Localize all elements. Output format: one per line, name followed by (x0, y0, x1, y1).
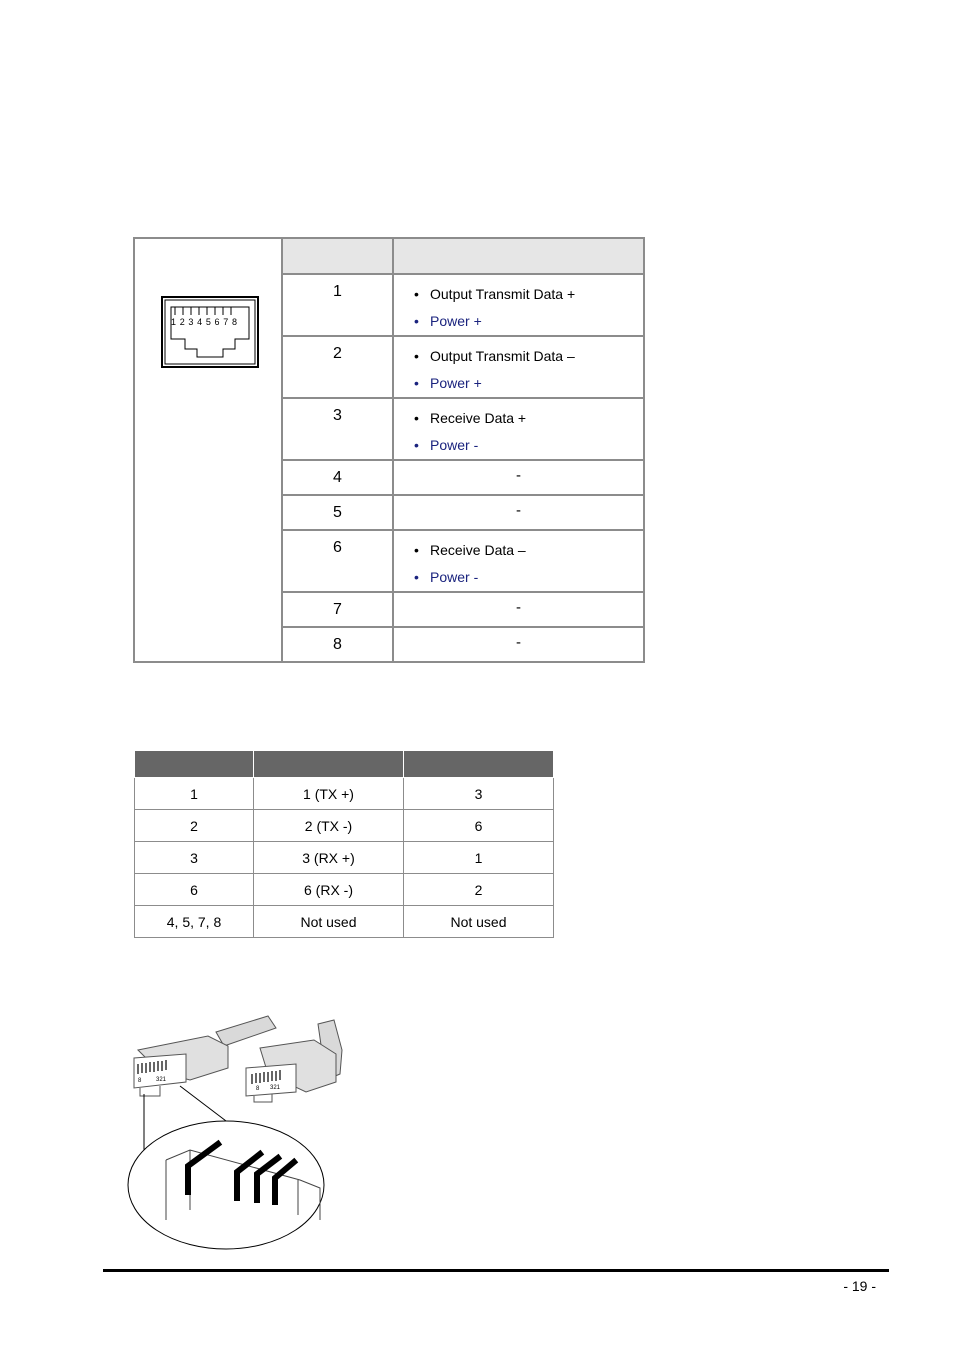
pin-assignment-empty: - (393, 460, 644, 495)
page-number: - 19 - (843, 1278, 876, 1294)
crossover-header (135, 751, 554, 778)
table-row (135, 874, 554, 906)
pin-number: 2 (282, 336, 393, 398)
crossover-header-cell (135, 751, 254, 778)
pin-assignment (393, 398, 644, 460)
left-cable (216, 1016, 276, 1046)
footer-rule (103, 1269, 889, 1272)
table-cell: 3 (404, 778, 554, 810)
signal-item: • Output Transmit Data – (430, 343, 643, 370)
table-cell: 3 (RX +) (254, 842, 404, 874)
table-cell: 1 (TX +) (254, 778, 404, 810)
crossover-header-cell (404, 751, 554, 778)
pin-assignment (393, 274, 644, 336)
magnified-detail (128, 1121, 324, 1249)
table-row (135, 906, 554, 938)
pin-number: 7 (282, 592, 393, 627)
pin-number: 6 (282, 530, 393, 592)
table-cell: 2 (TX -) (254, 810, 404, 842)
rj45-jack-cell (134, 238, 282, 662)
assignment-column-header (393, 238, 644, 274)
table-cell: Not used (404, 906, 554, 938)
crossover-table (134, 750, 554, 938)
table-row (135, 778, 554, 810)
pin-assignment-table (133, 237, 645, 663)
power-item: • Power - (430, 432, 643, 459)
pin-assignment-empty: - (393, 627, 644, 662)
pin-assignment-empty: - (393, 495, 644, 530)
signal-item: • Receive Data + (430, 405, 643, 432)
pin-number: 8 (282, 627, 393, 662)
pin-number: 4 (282, 460, 393, 495)
signal-item: • Receive Data – (430, 537, 643, 564)
signal-item: • Output Transmit Data + (430, 281, 643, 308)
pin-assignment (393, 530, 644, 592)
table-row (135, 810, 554, 842)
pin-column-header (282, 238, 393, 274)
table-cell: 3 (135, 842, 254, 874)
power-item: • Power + (430, 308, 643, 335)
table-cell: 6 (135, 874, 254, 906)
rj45-plugs-illustration (120, 1010, 360, 1255)
left-plug-pin-b: 321 (156, 1077, 167, 1083)
pin-number: 5 (282, 495, 393, 530)
pin-assignment-empty: - (393, 592, 644, 627)
table-cell: 6 (404, 810, 554, 842)
jack-pin-labels: 1 2 3 4 5 6 7 8 (171, 317, 238, 327)
pin-number: 1 (282, 274, 393, 336)
pin-assignment (393, 336, 644, 398)
table-cell: 2 (135, 810, 254, 842)
power-item: • Power + (430, 370, 643, 397)
table-cell: 1 (135, 778, 254, 810)
table-cell: 6 (RX -) (254, 874, 404, 906)
rj45-jack-icon (135, 239, 281, 643)
left-plug-pin-a: 8 (138, 1078, 142, 1084)
table-cell: Not used (254, 906, 404, 938)
table-cell: 2 (404, 874, 554, 906)
pin-number: 3 (282, 398, 393, 460)
table-cell: 4, 5, 7, 8 (135, 906, 254, 938)
pin-table-header (134, 238, 644, 274)
crossover-header-cell (254, 751, 404, 778)
table-cell: 1 (404, 842, 554, 874)
right-plug-pin-b: 321 (270, 1085, 281, 1091)
right-plug-pin-a: 8 (256, 1086, 260, 1092)
power-item: • Power - (430, 564, 643, 591)
table-row (135, 842, 554, 874)
